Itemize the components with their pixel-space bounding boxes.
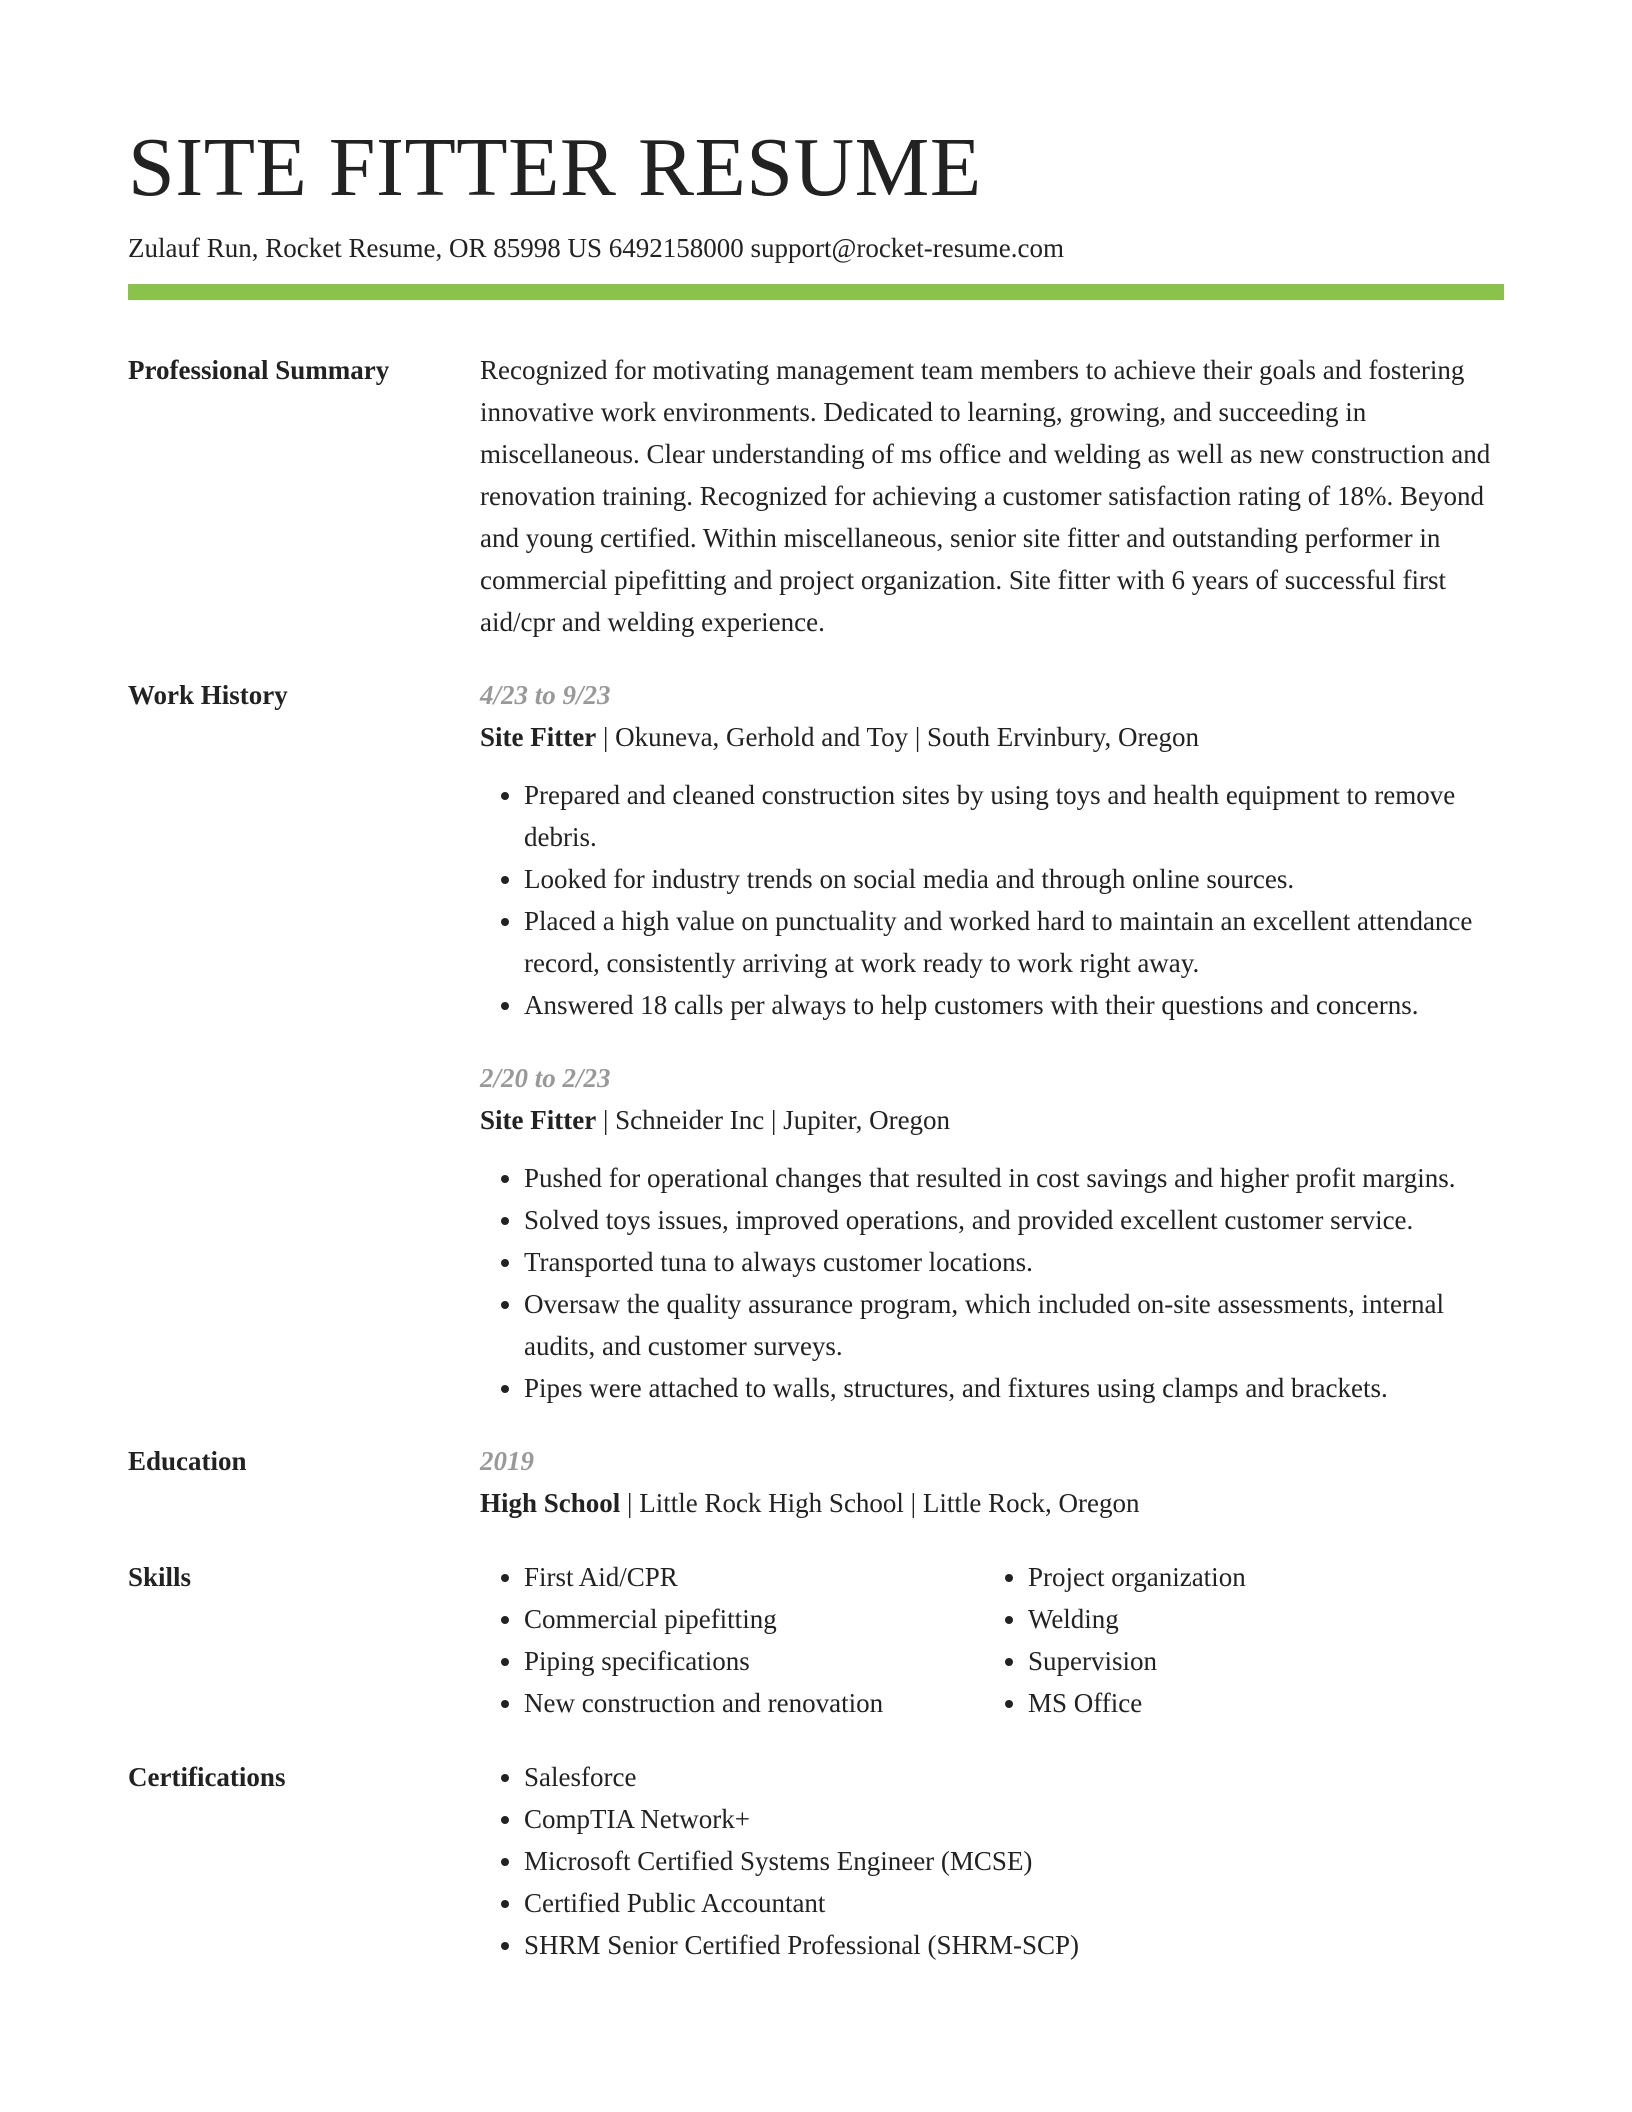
list-item: • New construction and renovation — [524, 1682, 984, 1724]
section-skills — [128, 1556, 1504, 1724]
section-label: Work History — [128, 680, 288, 710]
job-role-line — [480, 716, 1504, 758]
section-work-history — [128, 674, 1504, 1409]
section-body — [480, 1556, 1504, 1724]
list-item: • Welding — [1028, 1598, 1488, 1640]
job-role-line — [480, 1099, 1504, 1141]
section-certifications — [128, 1756, 1504, 1966]
job-entry — [480, 1057, 1504, 1409]
summary-text: Recognized for motivating management team members to achieve their goals and fostering innovative work environments. Dedicated to learning, growing, and succeeding in miscellaneous. Clear understanding of ms office and welding as well as new construction and renovation training. Recognized for achieving a customer satisfaction rating of 18%. Beyond and young certified. Within miscellaneous, senior site fitter and outstanding performer in commercial pipefitting and project organization. Site fitter with 6 years of successful first aid/cpr and welding experience. — [480, 355, 1491, 637]
contact-phone: 6492158000 — [608, 233, 744, 263]
education-year: 2019 — [480, 1446, 534, 1476]
list-item: • Microsoft Certified Systems Engineer (MCSE) — [524, 1840, 1504, 1882]
list-item: • Pipes were attached to walls, structures, and fixtures using clamps and brackets. — [524, 1367, 1504, 1409]
section-education — [128, 1440, 1504, 1524]
job-bullets — [480, 774, 1504, 1026]
list-item: • Supervision — [1028, 1640, 1488, 1682]
list-item: • Commercial pipefitting — [524, 1598, 984, 1640]
list-item: • Looked for industry trends on social media and through online sources. — [524, 858, 1504, 900]
education-details: | Little Rock High School | Little Rock, Oregon — [620, 1488, 1140, 1518]
certifications-list — [480, 1756, 1504, 1966]
list-item: • Salesforce — [524, 1756, 1504, 1798]
list-item: • First Aid/CPR — [524, 1556, 984, 1598]
job-entry — [480, 674, 1504, 1026]
job-title: Site Fitter — [480, 1105, 597, 1135]
section-body — [480, 674, 1504, 1409]
job-dates: 2/20 to 2/23 — [480, 1063, 611, 1093]
section-label: Professional Summary — [128, 355, 390, 385]
list-item: • Answered 18 calls per always to help customers with their questions and concerns. — [524, 984, 1504, 1026]
list-item: • MS Office — [1028, 1682, 1488, 1724]
header-divider — [128, 284, 1504, 300]
job-title: Site Fitter — [480, 722, 597, 752]
skills-column-left — [480, 1556, 984, 1724]
section-body — [480, 1440, 1504, 1524]
section-label: Education — [128, 1446, 247, 1476]
list-item: • Piping specifications — [524, 1640, 984, 1682]
section-body — [480, 1756, 1504, 1966]
job-details: | Okuneva, Gerhold and Toy | South Ervinbury, Oregon — [596, 722, 1200, 752]
job-dates: 4/23 to 9/23 — [480, 680, 611, 710]
job-bullets — [480, 1157, 1504, 1409]
list-item: • Solved toys issues, improved operations, and provided excellent customer service. — [524, 1199, 1504, 1241]
skills-grid — [480, 1556, 1504, 1724]
contact-email: support@rocket-resume.com — [750, 233, 1064, 263]
list-item: • Project organization — [1028, 1556, 1488, 1598]
list-item: • CompTIA Network+ — [524, 1798, 1504, 1840]
list-item: • Certified Public Accountant — [524, 1882, 1504, 1924]
contact-line — [128, 230, 1504, 266]
list-item: • Pushed for operational changes that resulted in cost savings and higher profit margins. — [524, 1157, 1504, 1199]
education-degree: High School — [480, 1488, 621, 1518]
section-professional-summary — [128, 349, 1504, 643]
list-item: • Transported tuna to always customer locations. — [524, 1241, 1504, 1283]
education-line — [480, 1482, 1504, 1524]
section-body — [480, 349, 1504, 643]
list-item: • Placed a high value on punctuality and worked hard to maintain an excellent attendance record, consistently arriving at work ready to work right away. — [524, 900, 1504, 984]
list-item: • Oversaw the quality assurance program, which included on-site assessments, internal audits, and customer surveys. — [524, 1283, 1504, 1367]
job-details: | Schneider Inc | Jupiter, Oregon — [596, 1105, 951, 1135]
section-label: Certifications — [128, 1762, 286, 1792]
list-item: • Prepared and cleaned construction sites by using toys and health equipment to remove debris. — [524, 774, 1504, 858]
contact-address: Zulauf Run, Rocket Resume, OR 85998 US — [128, 233, 602, 263]
section-label: Skills — [128, 1562, 192, 1592]
skills-column-right — [984, 1556, 1488, 1724]
resume-title: SITE FITTER RESUME — [128, 121, 982, 214]
list-item: • SHRM Senior Certified Professional (SHRM-SCP) — [524, 1924, 1504, 1966]
resume-page — [128, 118, 1504, 1966]
